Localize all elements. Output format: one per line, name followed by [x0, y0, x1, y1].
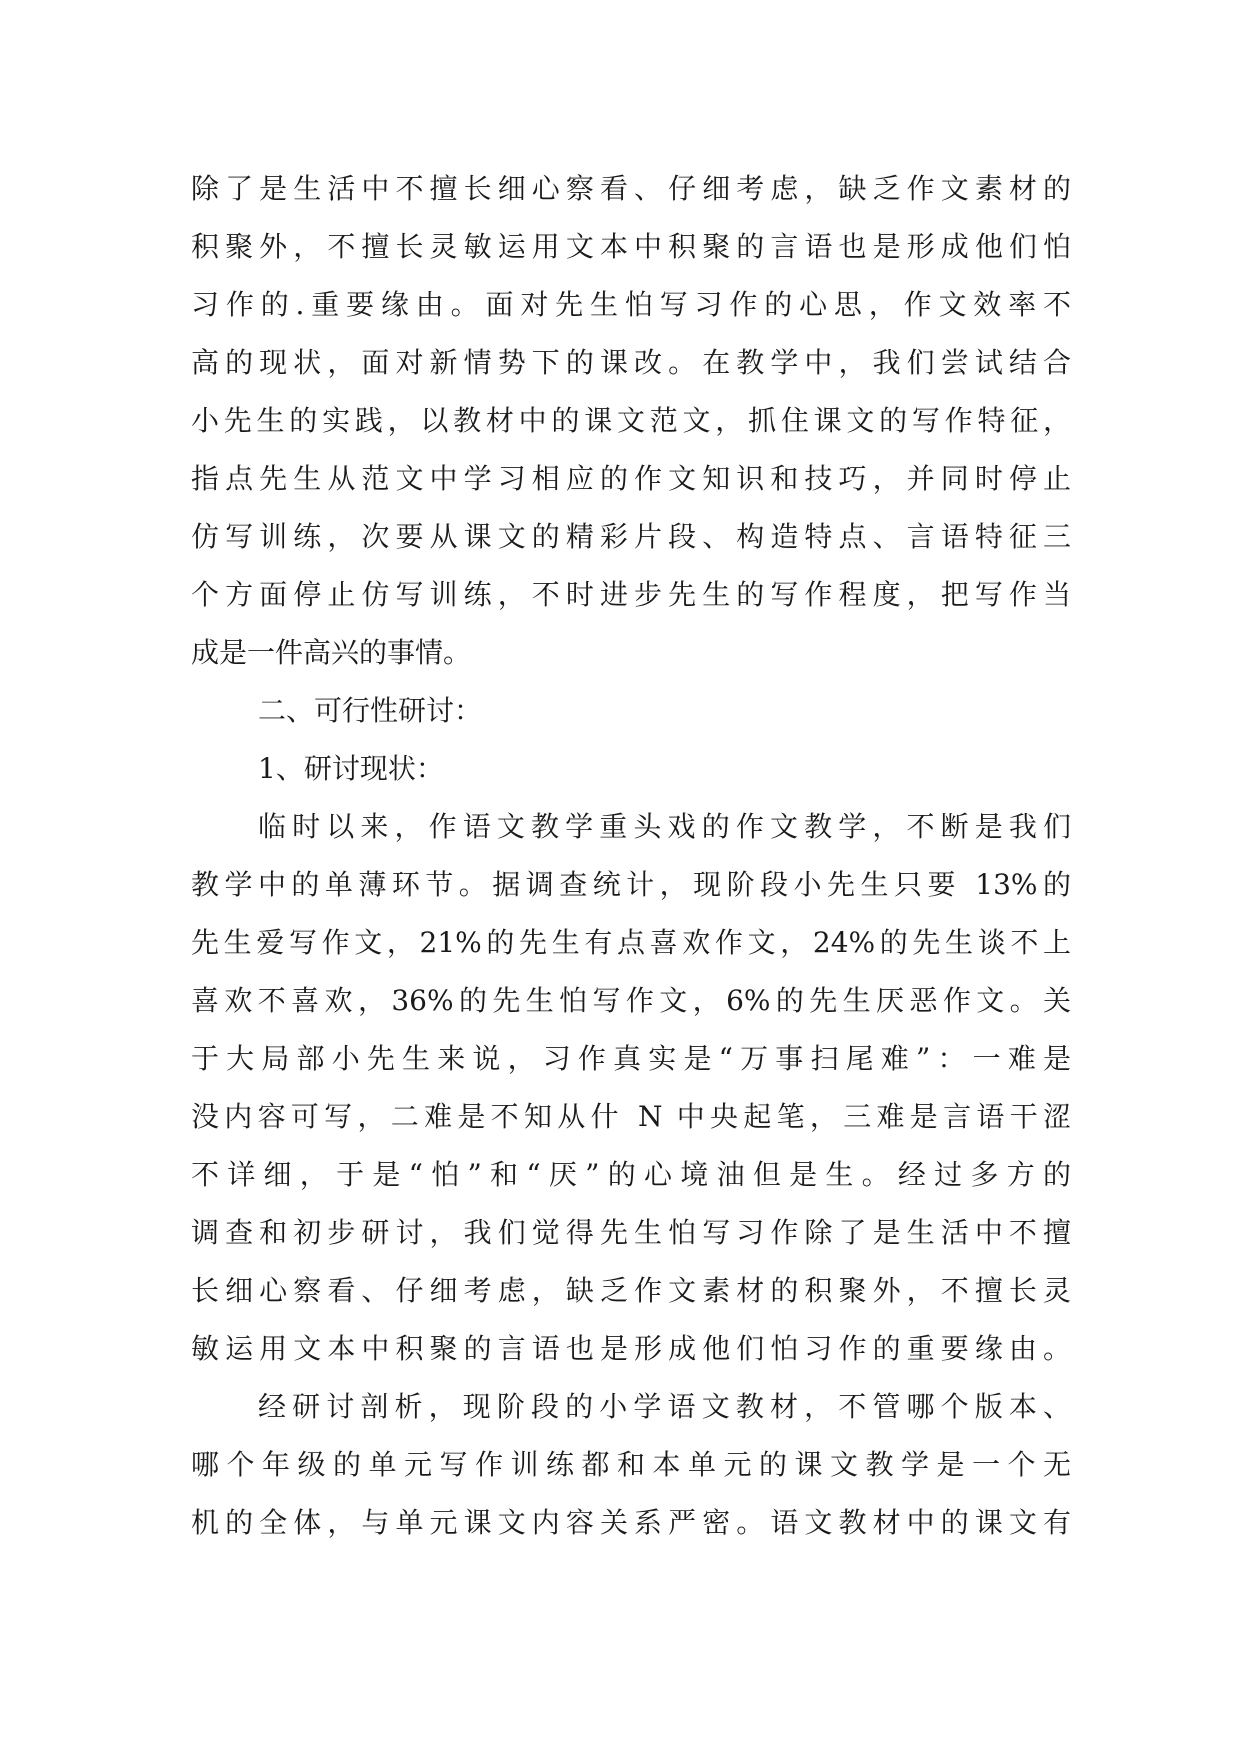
text-line: 临时以来，作语文教学重头戏的作文教学，不断是我们 [258, 810, 1071, 843]
text-line: 个方面停止仿写训练，不时进步先生的写作程度，把写作当 [191, 578, 1071, 611]
text-line: 高的现状，面对新情势下的课改。在教学中，我们尝试结合 [191, 346, 1071, 379]
text-line: 喜欢不喜欢，36%的先生怕写作文，6%的先生厌恶作文。关 [191, 984, 1071, 1017]
text-line: 调查和初步研讨，我们觉得先生怕写习作除了是生活中不擅 [191, 1216, 1071, 1249]
text-line: 长细心察看、仔细考虑，缺乏作文素材的积聚外，不擅长灵 [191, 1274, 1071, 1307]
body-text [191, 160, 1071, 1552]
text-line: 仿写训练，次要从课文的精彩片段、构造特点、言语特征三 [191, 520, 1071, 553]
text-line: 先生爱写作文，21%的先生有点喜欢作文，24%的先生谈不上 [191, 926, 1071, 959]
text-line: 教学中的单薄环节。据调查统计，现阶段小先生只要 13%的 [191, 868, 1071, 901]
text-line: 积聚外，不擅长灵敏运用文本中积聚的言语也是形成他们怕 [191, 230, 1071, 263]
text-line: 没内容可写，二难是不知从什 N 中央起笔，三难是言语干涩 [191, 1100, 1071, 1133]
subsection-heading: 1、研讨现状： [258, 752, 444, 785]
text-line: 不详细，于是“怕”和“厌”的心境油但是生。经过多方的 [191, 1158, 1071, 1191]
text-line: 除了是生活中不擅长细心察看、仔细考虑，缺乏作文素材的 [191, 172, 1071, 205]
text-line: 指点先生从范文中学习相应的作文知识和技巧，并同时停止 [191, 462, 1071, 495]
text-line: 于大局部小先生来说，习作真实是“万事扫尾难”：一难是 [191, 1042, 1071, 1075]
text-line: 习作的.重要缘由。面对先生怕写习作的心思，作文效率不 [191, 288, 1071, 321]
text-line: 小先生的实践，以教材中的课文范文，抓住课文的写作特征， [191, 404, 1071, 437]
text-line: 哪个年级的单元写作训练都和本单元的课文教学是一个无 [191, 1448, 1071, 1481]
text-line: 经研讨剖析，现阶段的小学语文教材，不管哪个版本、 [258, 1390, 1071, 1423]
text-line: 敏运用文本中积聚的言语也是形成他们怕习作的重要缘由。 [191, 1332, 1071, 1365]
section-heading: 二、可行性研讨： [258, 694, 483, 727]
text-line: 成是一件高兴的事情。 [191, 636, 472, 669]
text-line: 机的全体，与单元课文内容关系严密。语文教材中的课文有 [191, 1506, 1071, 1539]
